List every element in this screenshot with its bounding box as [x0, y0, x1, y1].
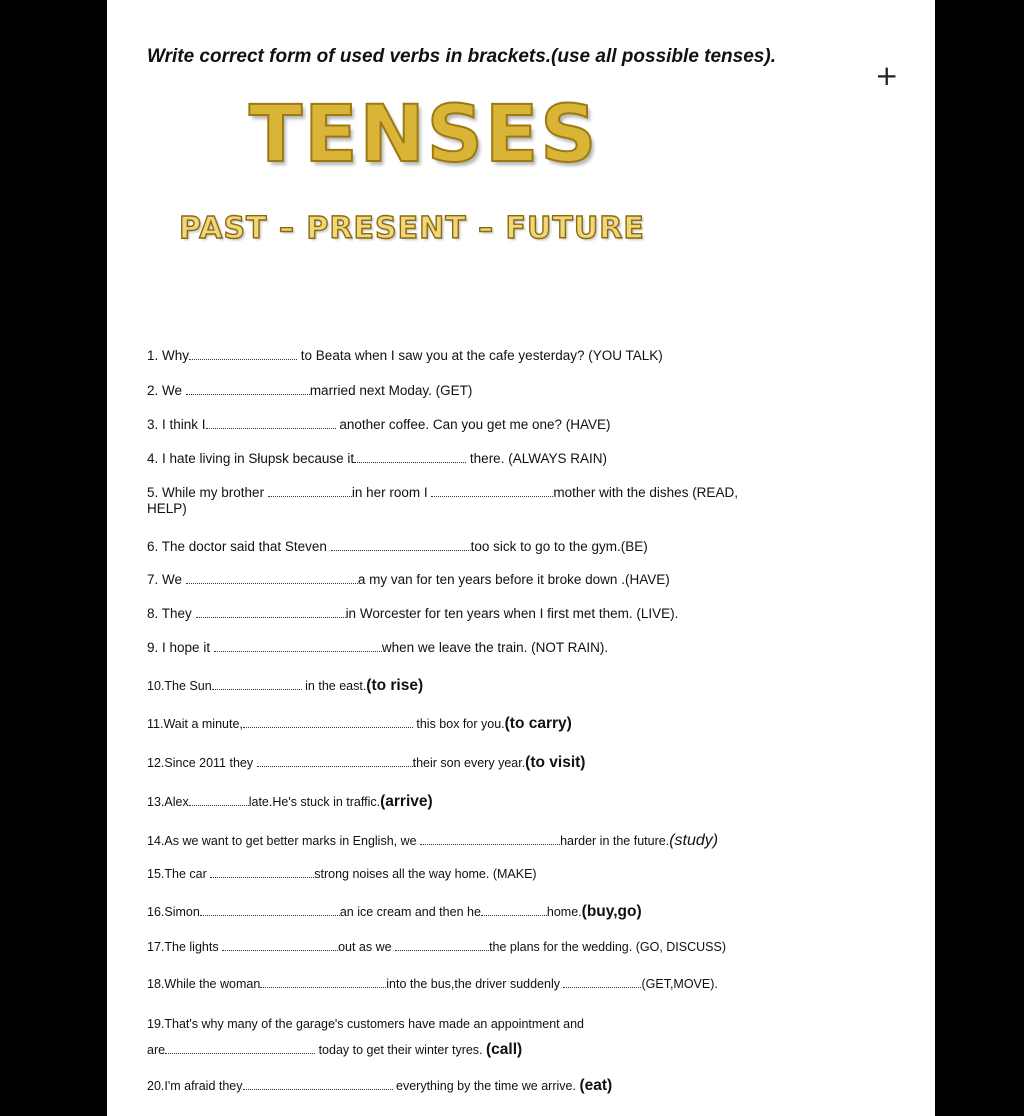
exercise-item: 8. They in Worcester for ten years when I first met them. (LIVE).: [147, 606, 679, 621]
verb-hint: (call): [486, 1040, 523, 1058]
answer-blank[interactable]: [563, 977, 641, 988]
verb-hint: (MAKE): [492, 867, 537, 881]
verb-hint: (to carry): [504, 715, 572, 732]
exercise-item: 16.Simon an ice cream and then he home.(buy,go): [147, 903, 642, 920]
answer-blank[interactable]: [431, 486, 553, 497]
exercise-item: 19.That's why many of the garage's customers have made an appointment and are today to get their winter tyres. (call): [147, 1017, 584, 1058]
exercise-item: 14.As we want to get better marks in English, we harder in the future.(study): [147, 832, 719, 849]
exercise-item: 18.While the woman into the bus,the driver suddenly (GET,MOVE).: [147, 977, 718, 991]
answer-blank[interactable]: [186, 573, 358, 584]
plus-icon[interactable]: +: [875, 59, 899, 92]
tenses-logo-subtitle: PAST – PRESENT – FUTURE: [179, 211, 645, 246]
exercise-item: 9. I hope it when we leave the train. (NOT RAIN).: [147, 640, 609, 655]
verb-hint: (to visit): [525, 754, 586, 771]
exercise-item: 12.Since 2011 they their son every year.(to visit): [147, 754, 586, 771]
answer-blank[interactable]: [189, 349, 297, 360]
answer-blank[interactable]: [210, 867, 314, 878]
answer-blank[interactable]: [420, 834, 560, 845]
verb-hint: (GET,MOVE).: [641, 977, 718, 991]
verb-hint: (arrive): [380, 793, 433, 810]
exercise-item: 1. Why to Beata when I saw you at the cafe yesterday? (YOU TALK): [147, 348, 663, 363]
exercise-item: 17.The lights out as we the plans for the wedding. (GO, DISCUSS): [147, 940, 727, 954]
answer-blank[interactable]: [214, 641, 382, 652]
answer-blank[interactable]: [260, 977, 386, 988]
exercise-item: 4. I hate living in Słupsk because it there. (ALWAYS RAIN): [147, 451, 607, 466]
verb-hint: (study): [669, 832, 719, 849]
exercise-item: 20.I'm afraid they everything by the time we arrive. (eat): [147, 1077, 613, 1094]
exercise-item: 3. I think I another coffee. Can you get me one? (HAVE): [147, 417, 611, 432]
tenses-logo-title: TENSES: [249, 90, 599, 180]
answer-blank[interactable]: [331, 540, 471, 551]
answer-blank[interactable]: [196, 607, 346, 618]
exercise-item: 5. While my brother in her room I mother with the dishes (READ, HELP): [147, 485, 738, 517]
exercise-item: 2. We married next Moday. (GET): [147, 383, 473, 398]
exercise-item: 7. We a my van for ten years before it broke down .(HAVE): [147, 572, 670, 587]
instruction-heading: Write correct form of used verbs in brackets.(use all possible tenses).: [147, 46, 776, 67]
answer-blank[interactable]: [222, 940, 338, 951]
answer-blank[interactable]: [268, 486, 352, 497]
answer-blank[interactable]: [200, 905, 340, 916]
answer-blank[interactable]: [186, 384, 310, 395]
answer-blank[interactable]: [395, 940, 489, 951]
exercise-item: 11.Wait a minute, this box for you.(to carry): [147, 715, 572, 732]
answer-blank[interactable]: [212, 679, 302, 690]
answer-blank[interactable]: [189, 795, 249, 806]
answer-blank[interactable]: [243, 717, 413, 728]
exercise-item: 6. The doctor said that Steven too sick to go to the gym.(BE): [147, 539, 648, 554]
answer-blank[interactable]: [243, 1079, 393, 1090]
exercise-item: 15.The car strong noises all the way home. (MAKE): [147, 867, 537, 881]
answer-blank[interactable]: [354, 452, 466, 463]
verb-hint: (eat): [579, 1077, 613, 1094]
answer-blank[interactable]: [481, 905, 547, 916]
verb-hint: (to rise): [366, 677, 424, 694]
answer-blank[interactable]: [257, 756, 413, 767]
answer-blank[interactable]: [165, 1043, 315, 1054]
verb-hint: (GO, DISCUSS): [635, 940, 727, 954]
verb-hint: (buy,go): [581, 903, 642, 920]
worksheet-page: [107, 0, 935, 1116]
exercise-item: 13.Alex late.He's stuck in traffic.(arrive): [147, 793, 433, 810]
answer-blank[interactable]: [206, 418, 336, 429]
exercise-item: 10.The Sun in the east.(to rise): [147, 677, 424, 694]
